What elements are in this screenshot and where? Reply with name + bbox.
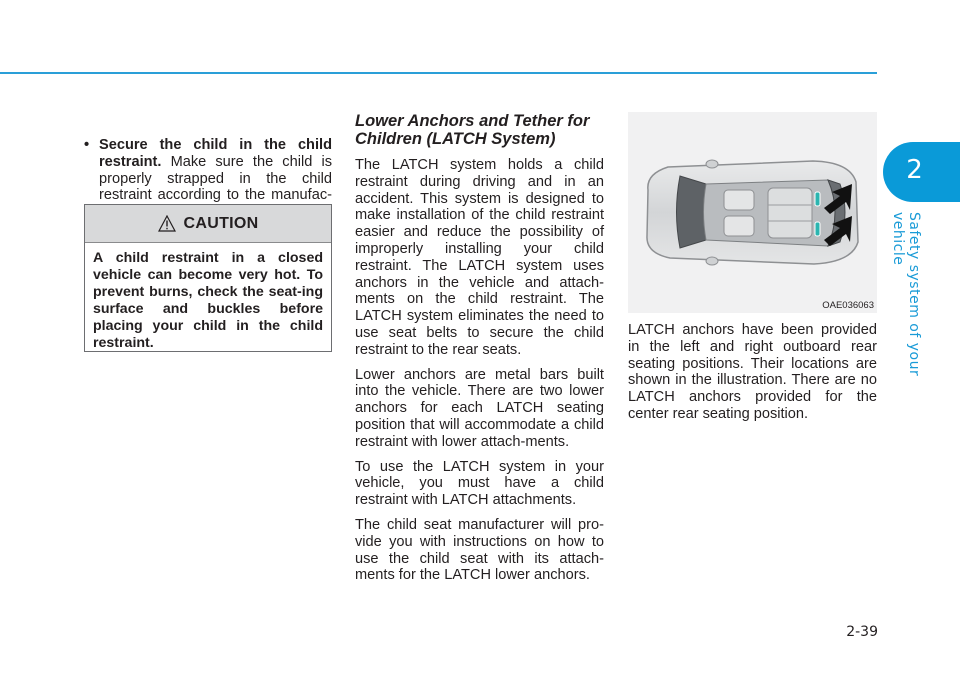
- paragraph: Lower anchors are metal bars built into the vehicle. There are two lower anchors for each LATCH seating position that will accommodate a child restraint with lower attach-ments.: [355, 366, 604, 450]
- paragraph: The child seat manufacturer will pro-vide you with instructions on how to use the child seat with its attach-ments for the LATCH lower anchors.: [355, 516, 604, 584]
- caution-text: A child restraint in a closed vehicle can become very hot. To prevent burns, check the seat-ing surface and buckles before placing your child in the child restraint.: [93, 250, 323, 351]
- header-rule: [0, 72, 877, 74]
- chapter-tab: [883, 142, 960, 202]
- latch-figure: [628, 112, 877, 313]
- middle-column: [355, 112, 604, 592]
- right-column: [628, 322, 877, 431]
- paragraph: The LATCH system holds a child restraint during driving and in an accident. This system is designed to make installation of the child restraint easier and reduce the possibility of improperly installing your child restraint. The LATCH system uses anchors in the vehicle and attach-ments on the child restraint. The LATCH system eliminates the need to use seat belts to secure the child restraint to the rear seats.: [355, 157, 604, 358]
- section-heading: Lower Anchors and Tether for Children (LATCH System): [355, 112, 590, 148]
- chapter-title: Safety system of your vehicle: [890, 212, 922, 377]
- car-top-view-illustration: [628, 112, 877, 313]
- caution-title: CAUTION: [183, 214, 259, 232]
- warning-triangle-icon: [158, 215, 176, 232]
- figure-caption: OAE036063: [822, 300, 874, 311]
- bullet-mark: •: [84, 137, 90, 153]
- paragraph: To use the LATCH system in your vehicle, you must have a child restraint with LATCH attachments.: [355, 458, 604, 509]
- bullet-lead: Secure the child in the child restraint.: [99, 137, 332, 170]
- caution-header: [85, 205, 331, 243]
- bullet-text: Make sure the child is properly strapped in the child restraint according to the manufac-: [99, 153, 332, 204]
- caution-box: [84, 204, 332, 352]
- chapter-number: 2: [906, 155, 923, 185]
- paragraph: LATCH anchors have been provided in the left and right outboard rear seating positions. Their locations are shown in the illustration. There are no LATCH anchors provided for the center rear seating position.: [628, 322, 877, 422]
- page-number: 2-39: [846, 624, 878, 640]
